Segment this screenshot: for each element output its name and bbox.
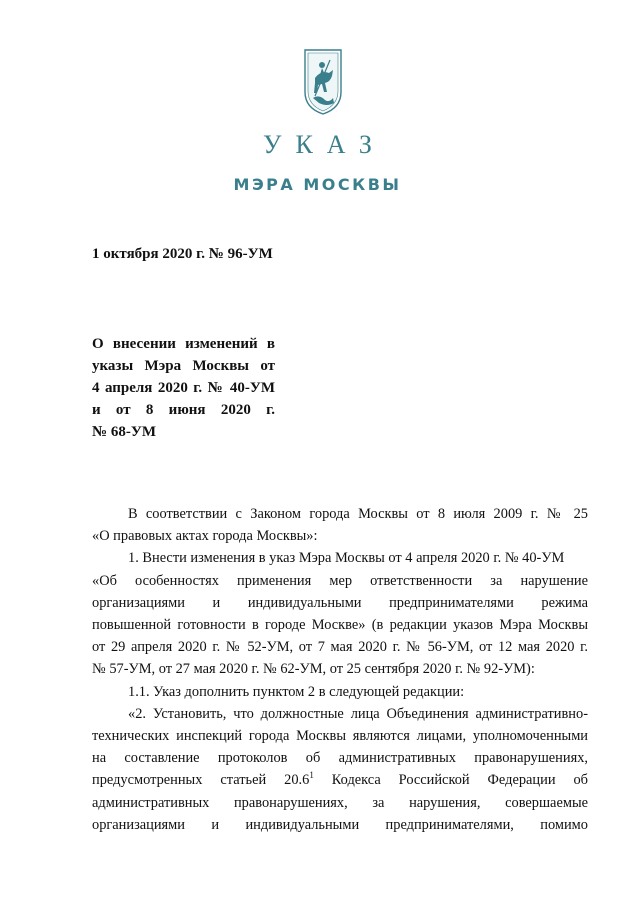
document-subtitle: МЭРА МОСКВЫ xyxy=(233,175,402,194)
subject-line: и от 8 июня 2020 г. xyxy=(92,402,275,418)
body-line: «О правовых актах города Москвы»: xyxy=(92,528,318,545)
body-line: «Об особенностях применения мер ответственности за нарушение xyxy=(92,572,588,589)
subject-line: № 68-УМ xyxy=(92,424,156,440)
body-line: технических инспекций города Москвы являются лицами, уполномоченными xyxy=(92,728,588,745)
body-line: № 57-УМ, от 27 мая 2020 г. № 62-УМ, от 25 сентября 2020 г. № 92-УМ): xyxy=(92,661,535,678)
body-line-part: предусмотренных статьей 20.6 xyxy=(92,772,310,789)
body-line: 1.1. Указ дополнить пунктом 2 в следующей редакции: xyxy=(128,683,465,700)
body-line: на составление протоколов об административных правонарушениях, xyxy=(92,750,588,767)
body-line-part: Кодекса Российской Федерации об xyxy=(331,772,588,789)
moscow-coat-of-arms-icon xyxy=(303,48,343,116)
body-line: 1. Внести изменения в указ Мэра Москвы от 4 апреля 2020 г. № 40-УМ xyxy=(128,550,565,567)
decree-body xyxy=(92,503,588,836)
body-line: «2. Установить, что должностные лица Объединения административно- xyxy=(128,705,588,722)
body-line: повышенной готовности в городе Москве» (в редакции указов Мэра Москвы xyxy=(92,617,588,634)
body-line-with-footnote xyxy=(92,769,588,791)
body-line: от 29 апреля 2020 г. № 52-УМ, от 7 мая 2020 г. № 56-УМ, от 12 мая 2020 г. xyxy=(92,639,588,656)
document-title: УКАЗ xyxy=(263,130,386,159)
body-line: организациями и индивидуальными предпринимателями режима xyxy=(92,594,588,611)
subject-line: О внесении изменений в xyxy=(92,336,275,352)
body-line: В соответствии с Законом города Москвы от 8 июля 2009 г. № 25 xyxy=(128,506,588,522)
subject-line: 4 апреля 2020 г. № 40-УМ xyxy=(92,380,275,396)
body-line: административных правонарушениях, за нарушения, совершаемые xyxy=(92,794,588,811)
decree-subject xyxy=(92,333,275,443)
decree-date-number: 1 октября 2020 г. № 96-УМ xyxy=(92,246,273,262)
subject-line: указы Мэра Москвы от xyxy=(92,358,275,374)
body-line: организациями и индивидуальными предпринимателями, помимо xyxy=(92,816,588,833)
footnote-mark: 1 xyxy=(309,770,314,781)
